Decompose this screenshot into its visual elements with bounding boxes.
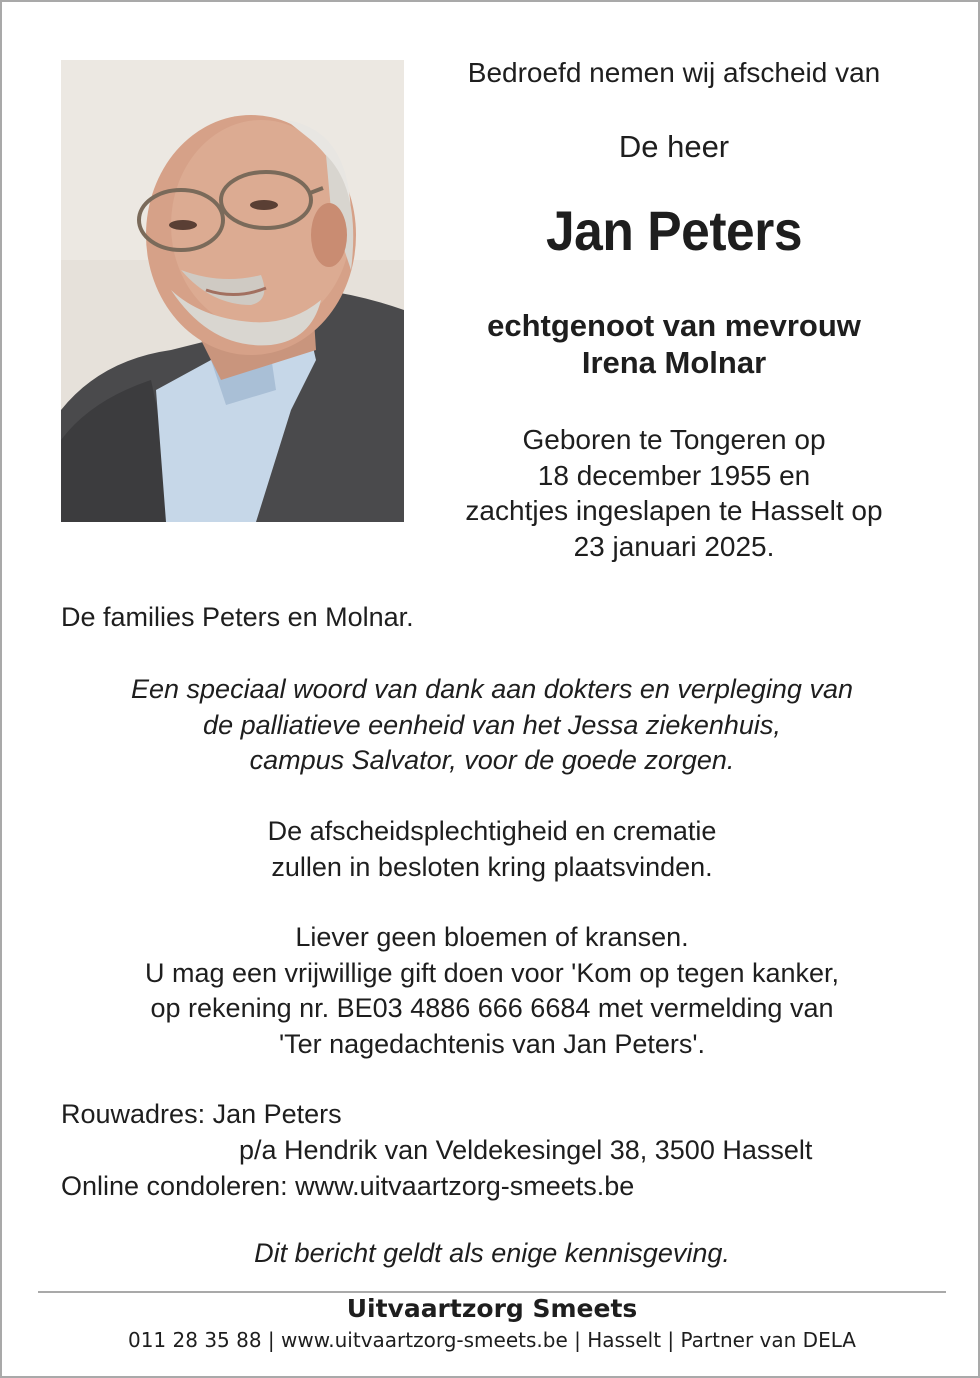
salutation: De heer: [618, 129, 730, 164]
funeral-company-name: Uitvaartzorg Smeets: [346, 1294, 638, 1323]
birth-line: 18 december 1955 en: [537, 459, 811, 491]
gift-line: op rekening nr. BE03 4886 666 6684 met vermelding van: [150, 993, 834, 1023]
deceased-name: Jan Peters: [545, 199, 803, 262]
thanks-line: Een speciaal woord van dank aan dokters en verpleging van: [131, 674, 853, 704]
spouse-line: Irena Molnar: [581, 345, 767, 380]
address-line-1: Rouwadres: Jan Peters: [61, 1099, 342, 1129]
ceremony-line: zullen in besloten kring plaatsvinden.: [271, 851, 713, 882]
birth-line: 23 januari 2025.: [573, 530, 775, 562]
birth-line: zachtjes ingeslapen te Hasselt op: [465, 495, 883, 526]
address-line-2: p/a Hendrik van Veldekesingel 38, 3500 Hasselt: [239, 1135, 813, 1165]
birth-line: Geboren te Tongeren op: [522, 424, 826, 455]
intro-text: Bedroefd nemen wij afscheid van: [467, 57, 881, 88]
gift-line: U mag een vrijwillige gift doen voor 'Kom op tegen kanker,: [144, 957, 840, 988]
thanks-line: de palliatieve eenheid van het Jessa ziekenhuis,: [203, 709, 781, 740]
birth-death-info: [432, 422, 916, 564]
ceremony-paragraph: [42, 814, 942, 885]
gift-line: Liever geen bloemen of kransen.: [295, 922, 689, 952]
closing-notice: Dit bericht geldt als enige kennisgeving.: [254, 1238, 730, 1268]
gift-line: 'Ter nagedachtenis van Jan Peters'.: [278, 1028, 706, 1059]
thanks-line: campus Salvator, voor de goede zorgen.: [249, 745, 735, 775]
mourning-address: [61, 1096, 812, 1204]
gift-paragraph: [42, 920, 942, 1062]
thanks-paragraph: [42, 672, 942, 779]
spouse-info: [432, 307, 916, 381]
ceremony-line: De afscheidsplechtigheid en crematie: [267, 816, 717, 846]
online-condolence-link[interactable]: Online condoleren: www.uitvaartzorg-smeets.be: [61, 1171, 635, 1201]
spouse-line: echtgenoot van mevrouw: [487, 308, 861, 343]
footer-divider: [38, 1291, 946, 1293]
families-line: De families Peters en Molnar.: [61, 602, 414, 632]
portrait-photo: [61, 60, 404, 522]
funeral-company-contact: 011 28 35 88 | www.uitvaartzorg-smeets.be | Hasselt | Partner van DELA: [127, 1328, 856, 1352]
